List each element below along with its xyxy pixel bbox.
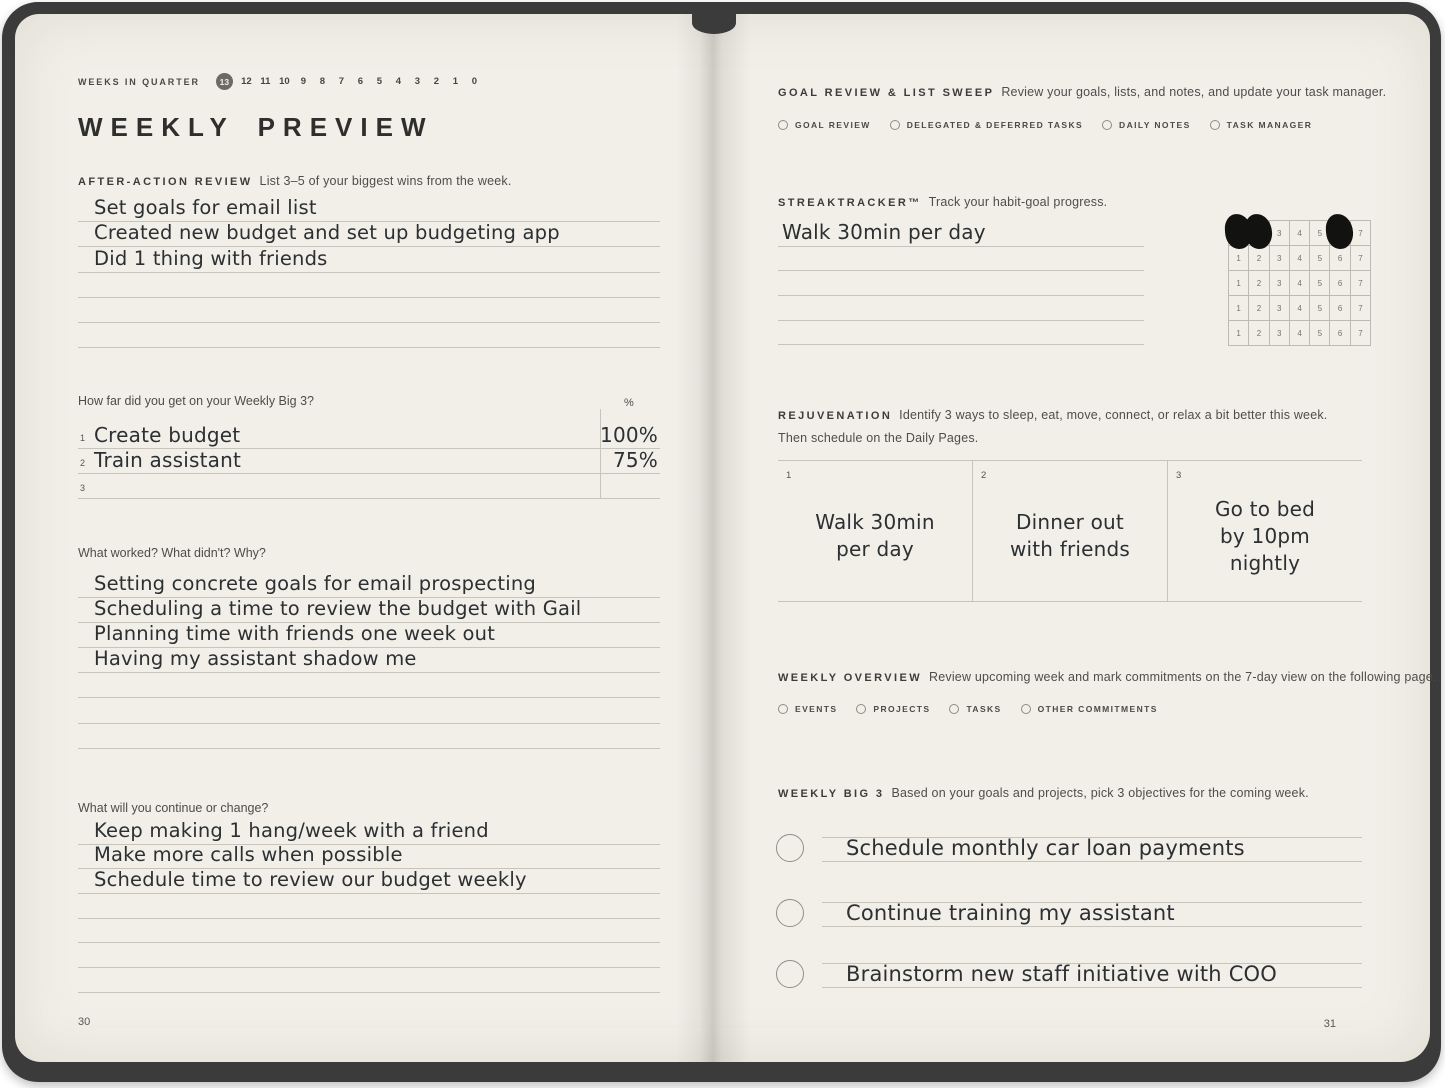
handwritten-entry: Having my assistant shadow me (94, 647, 417, 671)
streak-cell[interactable] (1290, 321, 1310, 346)
streak-cell[interactable] (1330, 321, 1350, 346)
week-number: 4 (395, 76, 402, 87)
weekly-big3-row (78, 424, 660, 449)
week-number: 8 (319, 76, 326, 87)
ruled-line (78, 673, 660, 698)
streak-cell-number: 5 (1317, 228, 1323, 238)
streak-cell-number: 3 (1277, 278, 1282, 288)
streak-cell-number: 4 (1297, 253, 1302, 263)
streak-cell-number: 3 (1277, 328, 1282, 338)
ruled-line (778, 219, 1144, 247)
week-number: 10 (279, 76, 290, 87)
weekly-big3-row (78, 449, 660, 474)
handwritten-entry: Scheduling a time to review the budget with Gail (94, 597, 582, 621)
ruled-line (78, 598, 660, 623)
streak-cell[interactable] (1229, 296, 1249, 321)
rejuvenation-cell (1167, 461, 1362, 601)
week-number: 0 (471, 76, 478, 87)
ruled-line (78, 820, 660, 845)
section-instruction: Track your habit-goal progress. (928, 195, 1108, 209)
handwritten-line: per day (836, 537, 914, 561)
handwritten-entry: Planning time with friends one week out (94, 622, 496, 646)
weekly-big3-question: How far did you get on your Weekly Big 3? (78, 394, 315, 408)
streak-cell[interactable] (1270, 321, 1290, 346)
streak-cell[interactable] (1351, 271, 1371, 296)
streak-cell[interactable] (1310, 296, 1330, 321)
streak-cell[interactable] (1290, 271, 1310, 296)
row-number: 3 (80, 483, 86, 493)
row-number: 2 (80, 458, 86, 468)
week-number: 3 (414, 76, 421, 87)
ruled-line (78, 894, 660, 919)
streak-cell[interactable] (1249, 246, 1269, 271)
checkbox-other-commitments (1021, 704, 1158, 714)
section-instruction: Review your goals, lists, and notes, and update your task manager. (1001, 85, 1387, 99)
handwritten-entry: Create budget (94, 423, 241, 447)
streaktracker-lines (778, 219, 1144, 345)
weeks-label: WEEKS IN QUARTER (78, 76, 200, 87)
ruled-line (78, 724, 660, 749)
streak-cell-number: 2 (1256, 278, 1262, 288)
streak-cell[interactable] (1249, 296, 1269, 321)
checkbox-circle[interactable] (1021, 704, 1031, 714)
rejuvenation-cell (972, 461, 1167, 601)
ruled-line (78, 222, 660, 247)
handwritten-line: by 10pm (1220, 523, 1310, 548)
streak-cell[interactable] (1330, 296, 1350, 321)
streak-cell-number: 2 (1256, 253, 1262, 263)
streak-cell[interactable] (1310, 321, 1330, 346)
week-number: 6 (357, 76, 364, 87)
streak-cell[interactable] (1351, 321, 1371, 346)
streak-cell[interactable] (1330, 221, 1350, 246)
checkbox-goal-review (778, 120, 871, 130)
checkbox-label: OTHER COMMITMENTS (1037, 704, 1158, 714)
continue-change-lines (78, 820, 660, 993)
handwritten-entry: Keep making 1 hang/week with a friend (94, 818, 489, 842)
streak-cell[interactable] (1270, 246, 1290, 271)
streak-cell-number: 6 (1337, 303, 1343, 313)
section-instruction: Based on your goals and projects, pick 3 objectives for the coming week. (891, 786, 1309, 800)
streaktracker-heading (778, 193, 1107, 211)
checkbox-projects (856, 704, 930, 714)
streak-cell-number: 7 (1358, 228, 1363, 238)
streak-cell[interactable] (1229, 271, 1249, 296)
handwritten-percent: 100% (600, 423, 658, 447)
percent-header: % (624, 397, 634, 409)
section-instruction: Identify 3 ways to sleep, eat, move, connect, or relax a bit better this week. (899, 408, 1328, 422)
checkbox-circle[interactable] (949, 704, 959, 714)
streak-cell-number: 2 (1256, 328, 1262, 338)
after-action-review-heading (78, 172, 512, 190)
goal-review-heading (778, 83, 1386, 101)
streak-cell[interactable] (1290, 246, 1310, 271)
cell-number: 3 (1176, 470, 1182, 481)
checkbox-circle[interactable] (890, 120, 900, 130)
section-heading: REJUVENATION (778, 410, 893, 422)
streak-cell-number: 6 (1337, 328, 1343, 338)
after-action-review-lines (78, 197, 660, 348)
objective-lines (822, 837, 1362, 862)
handwritten-objective: Schedule monthly car loan payments (846, 836, 1245, 860)
checkbox-label: PROJECTS (873, 704, 931, 714)
weeks-in-quarter-strip (78, 73, 481, 90)
cell-number: 1 (786, 470, 792, 481)
handwritten-entry: Created new budget and set up budgeting app (94, 221, 560, 245)
streak-cell-number: 3 (1277, 228, 1282, 238)
streak-cell-number: 7 (1358, 303, 1363, 313)
checkbox-circle[interactable] (1102, 120, 1112, 130)
handwritten-entry: Train assistant (94, 448, 242, 472)
checkbox-delegated-deferred-tasks (890, 120, 1083, 130)
handwritten-entry (973, 461, 1167, 601)
week-number: 1 (452, 76, 459, 87)
objective-circle[interactable] (776, 899, 804, 927)
section-instruction: Review upcoming week and mark commitments on the 7-day view on the following page. (929, 670, 1437, 684)
ruled-line (78, 323, 660, 348)
handwritten-entry: Make more calls when possible (94, 843, 403, 867)
goal-review-checkboxes (778, 120, 1312, 130)
handwritten-entry: Did 1 thing with friends (94, 246, 328, 270)
week-number: 7 (338, 76, 345, 87)
streak-cell-number: 6 (1337, 278, 1343, 288)
streak-cell[interactable] (1310, 271, 1330, 296)
handwritten-entry: Schedule time to review our budget weekly (94, 868, 527, 892)
spine-notch (692, 12, 736, 34)
streak-cell-number: 4 (1297, 228, 1302, 238)
week-number: 2 (433, 76, 440, 87)
ruled-line (78, 968, 660, 993)
section-heading: GOAL REVIEW & LIST SWEEP (778, 87, 995, 99)
cell-number: 2 (981, 470, 987, 481)
weekly-big3-row (78, 474, 660, 499)
section-heading: WEEKLY OVERVIEW (778, 672, 922, 684)
streak-cell[interactable] (1351, 296, 1371, 321)
handwritten-entry (778, 461, 972, 601)
what-worked-lines (78, 573, 660, 749)
streak-cell-number: 7 (1358, 278, 1363, 288)
streak-cell[interactable] (1351, 221, 1371, 246)
streak-cell[interactable] (1270, 221, 1290, 246)
streak-cell-number: 1 (1236, 278, 1241, 288)
rejuvenation-instruction-2: Then schedule on the Daily Pages. (778, 431, 979, 445)
streak-cell-number: 7 (1358, 328, 1363, 338)
streak-cell-number: 4 (1297, 278, 1302, 288)
streak-cell[interactable] (1270, 296, 1290, 321)
streak-cell[interactable] (1229, 246, 1249, 271)
checkbox-label: DELEGATED & DEFERRED TASKS (906, 120, 1084, 130)
streak-cell-number: 5 (1317, 303, 1323, 313)
ruled-line (778, 321, 1144, 346)
ruled-line (78, 943, 660, 968)
week-number: 12 (241, 76, 252, 87)
handwritten-line: nightly (1229, 550, 1301, 575)
streak-cell[interactable] (1249, 271, 1269, 296)
checkbox-task-manager (1210, 120, 1313, 130)
streak-cell-number: 3 (1277, 303, 1282, 313)
checkbox-circle[interactable] (778, 704, 788, 714)
week-number: 9 (300, 76, 307, 87)
streak-cell-number: 5 (1317, 253, 1323, 263)
checkbox-label: TASKS (966, 704, 1002, 714)
ruled-line (78, 298, 660, 323)
right-page-number: 31 (1323, 1018, 1336, 1030)
checkbox-label: DAILY NOTES (1119, 120, 1191, 130)
weekly-overview-checkboxes (778, 704, 1158, 714)
streak-cell-number: 5 (1317, 328, 1323, 338)
streak-cell-number: 7 (1358, 253, 1363, 263)
handwritten-line: Dinner out (1016, 510, 1124, 534)
streaktracker-grid (1228, 220, 1371, 346)
streak-cell-number: 4 (1297, 303, 1302, 313)
objective-circle[interactable] (776, 960, 804, 988)
page-title: WEEKLY PREVIEW (78, 112, 434, 142)
page-gutter (676, 14, 750, 1062)
what-worked-question: What worked? What didn't? Why? (78, 546, 266, 560)
handwritten-line: with friends (1009, 537, 1131, 561)
weekly-big3-heading (778, 784, 1309, 802)
streak-cell[interactable] (1249, 221, 1269, 246)
streak-cell-number: 1 (1236, 303, 1241, 313)
week-number: 5 (376, 76, 383, 87)
checkbox-label: TASK MANAGER (1226, 120, 1313, 130)
ruled-line (78, 698, 660, 723)
streak-cell[interactable] (1330, 271, 1350, 296)
objective-circle[interactable] (776, 834, 804, 862)
rejuvenation-heading (778, 406, 1327, 424)
objective-lines (822, 902, 1362, 927)
section-heading: AFTER-ACTION REVIEW (78, 176, 253, 188)
handwritten-entry: Walk 30min per day (782, 219, 986, 244)
ruled-line (78, 869, 660, 894)
objective-lines (822, 963, 1362, 988)
ruled-line (778, 296, 1144, 321)
ruled-line (778, 271, 1144, 296)
weekly-overview-heading (778, 668, 1437, 686)
checkbox-circle[interactable] (856, 704, 866, 714)
week-number: 11 (260, 76, 271, 87)
ruled-line (78, 573, 660, 598)
streak-cell-number: 1 (1236, 253, 1241, 263)
checkbox-label: EVENTS (795, 704, 838, 714)
checkbox-circle[interactable] (1210, 120, 1220, 130)
rejuvenation-cell (778, 461, 972, 601)
streak-cell-number: 4 (1297, 328, 1302, 338)
row-number: 1 (80, 433, 86, 443)
weekly-big3-review-table (78, 424, 660, 499)
streak-cell[interactable] (1290, 221, 1310, 246)
checkbox-circle[interactable] (778, 120, 788, 130)
streak-cell[interactable] (1310, 246, 1330, 271)
handwritten-entry: Set goals for email list (94, 196, 317, 220)
continue-change-question: What will you continue or change? (78, 801, 269, 815)
handwritten-entry (1168, 461, 1362, 601)
handwritten-line: Walk 30min (815, 510, 935, 534)
handwritten-objective: Brainstorm new staff initiative with COO (846, 962, 1278, 986)
left-page-number: 30 (78, 1016, 91, 1028)
streak-cell[interactable] (1229, 321, 1249, 346)
streak-cell-number: 2 (1256, 303, 1262, 313)
ruled-line (78, 247, 660, 272)
streak-cell[interactable] (1290, 296, 1310, 321)
streak-cell[interactable] (1330, 246, 1350, 271)
ruled-line (78, 623, 660, 648)
weekly-big3-objectives (776, 824, 1362, 1004)
ruled-line (78, 919, 660, 944)
streak-cell-number: 3 (1277, 253, 1282, 263)
handwritten-entry: Setting concrete goals for email prospecting (94, 572, 536, 596)
streak-cell-number: 1 (1236, 328, 1241, 338)
streak-cell-number: 6 (1337, 253, 1343, 263)
checkbox-events (778, 704, 837, 714)
checkbox-tasks (949, 704, 1001, 714)
streak-cell[interactable] (1249, 321, 1269, 346)
streak-cell[interactable] (1270, 271, 1290, 296)
ruled-line (78, 648, 660, 673)
section-heading: WEEKLY BIG 3 (778, 788, 885, 800)
handwritten-percent: 75% (612, 448, 658, 472)
ruled-line (78, 273, 660, 298)
handwritten-line: Go to bed (1214, 496, 1316, 521)
checkbox-daily-notes (1102, 120, 1191, 130)
checkbox-label: GOAL REVIEW (795, 120, 871, 130)
ruled-line (778, 247, 1144, 272)
streak-cell[interactable] (1351, 246, 1371, 271)
ruled-line (78, 845, 660, 870)
section-instruction: List 3–5 of your biggest wins from the week. (259, 174, 512, 188)
section-heading: STREAKTRACKER™ (778, 197, 922, 209)
streak-cell-number: 5 (1317, 278, 1323, 288)
handwritten-objective: Continue training my assistant (846, 901, 1175, 925)
week-numbers (240, 76, 481, 87)
rejuvenation-table (778, 460, 1362, 602)
current-week-badge: 13 (216, 73, 233, 90)
ruled-line (78, 197, 660, 222)
